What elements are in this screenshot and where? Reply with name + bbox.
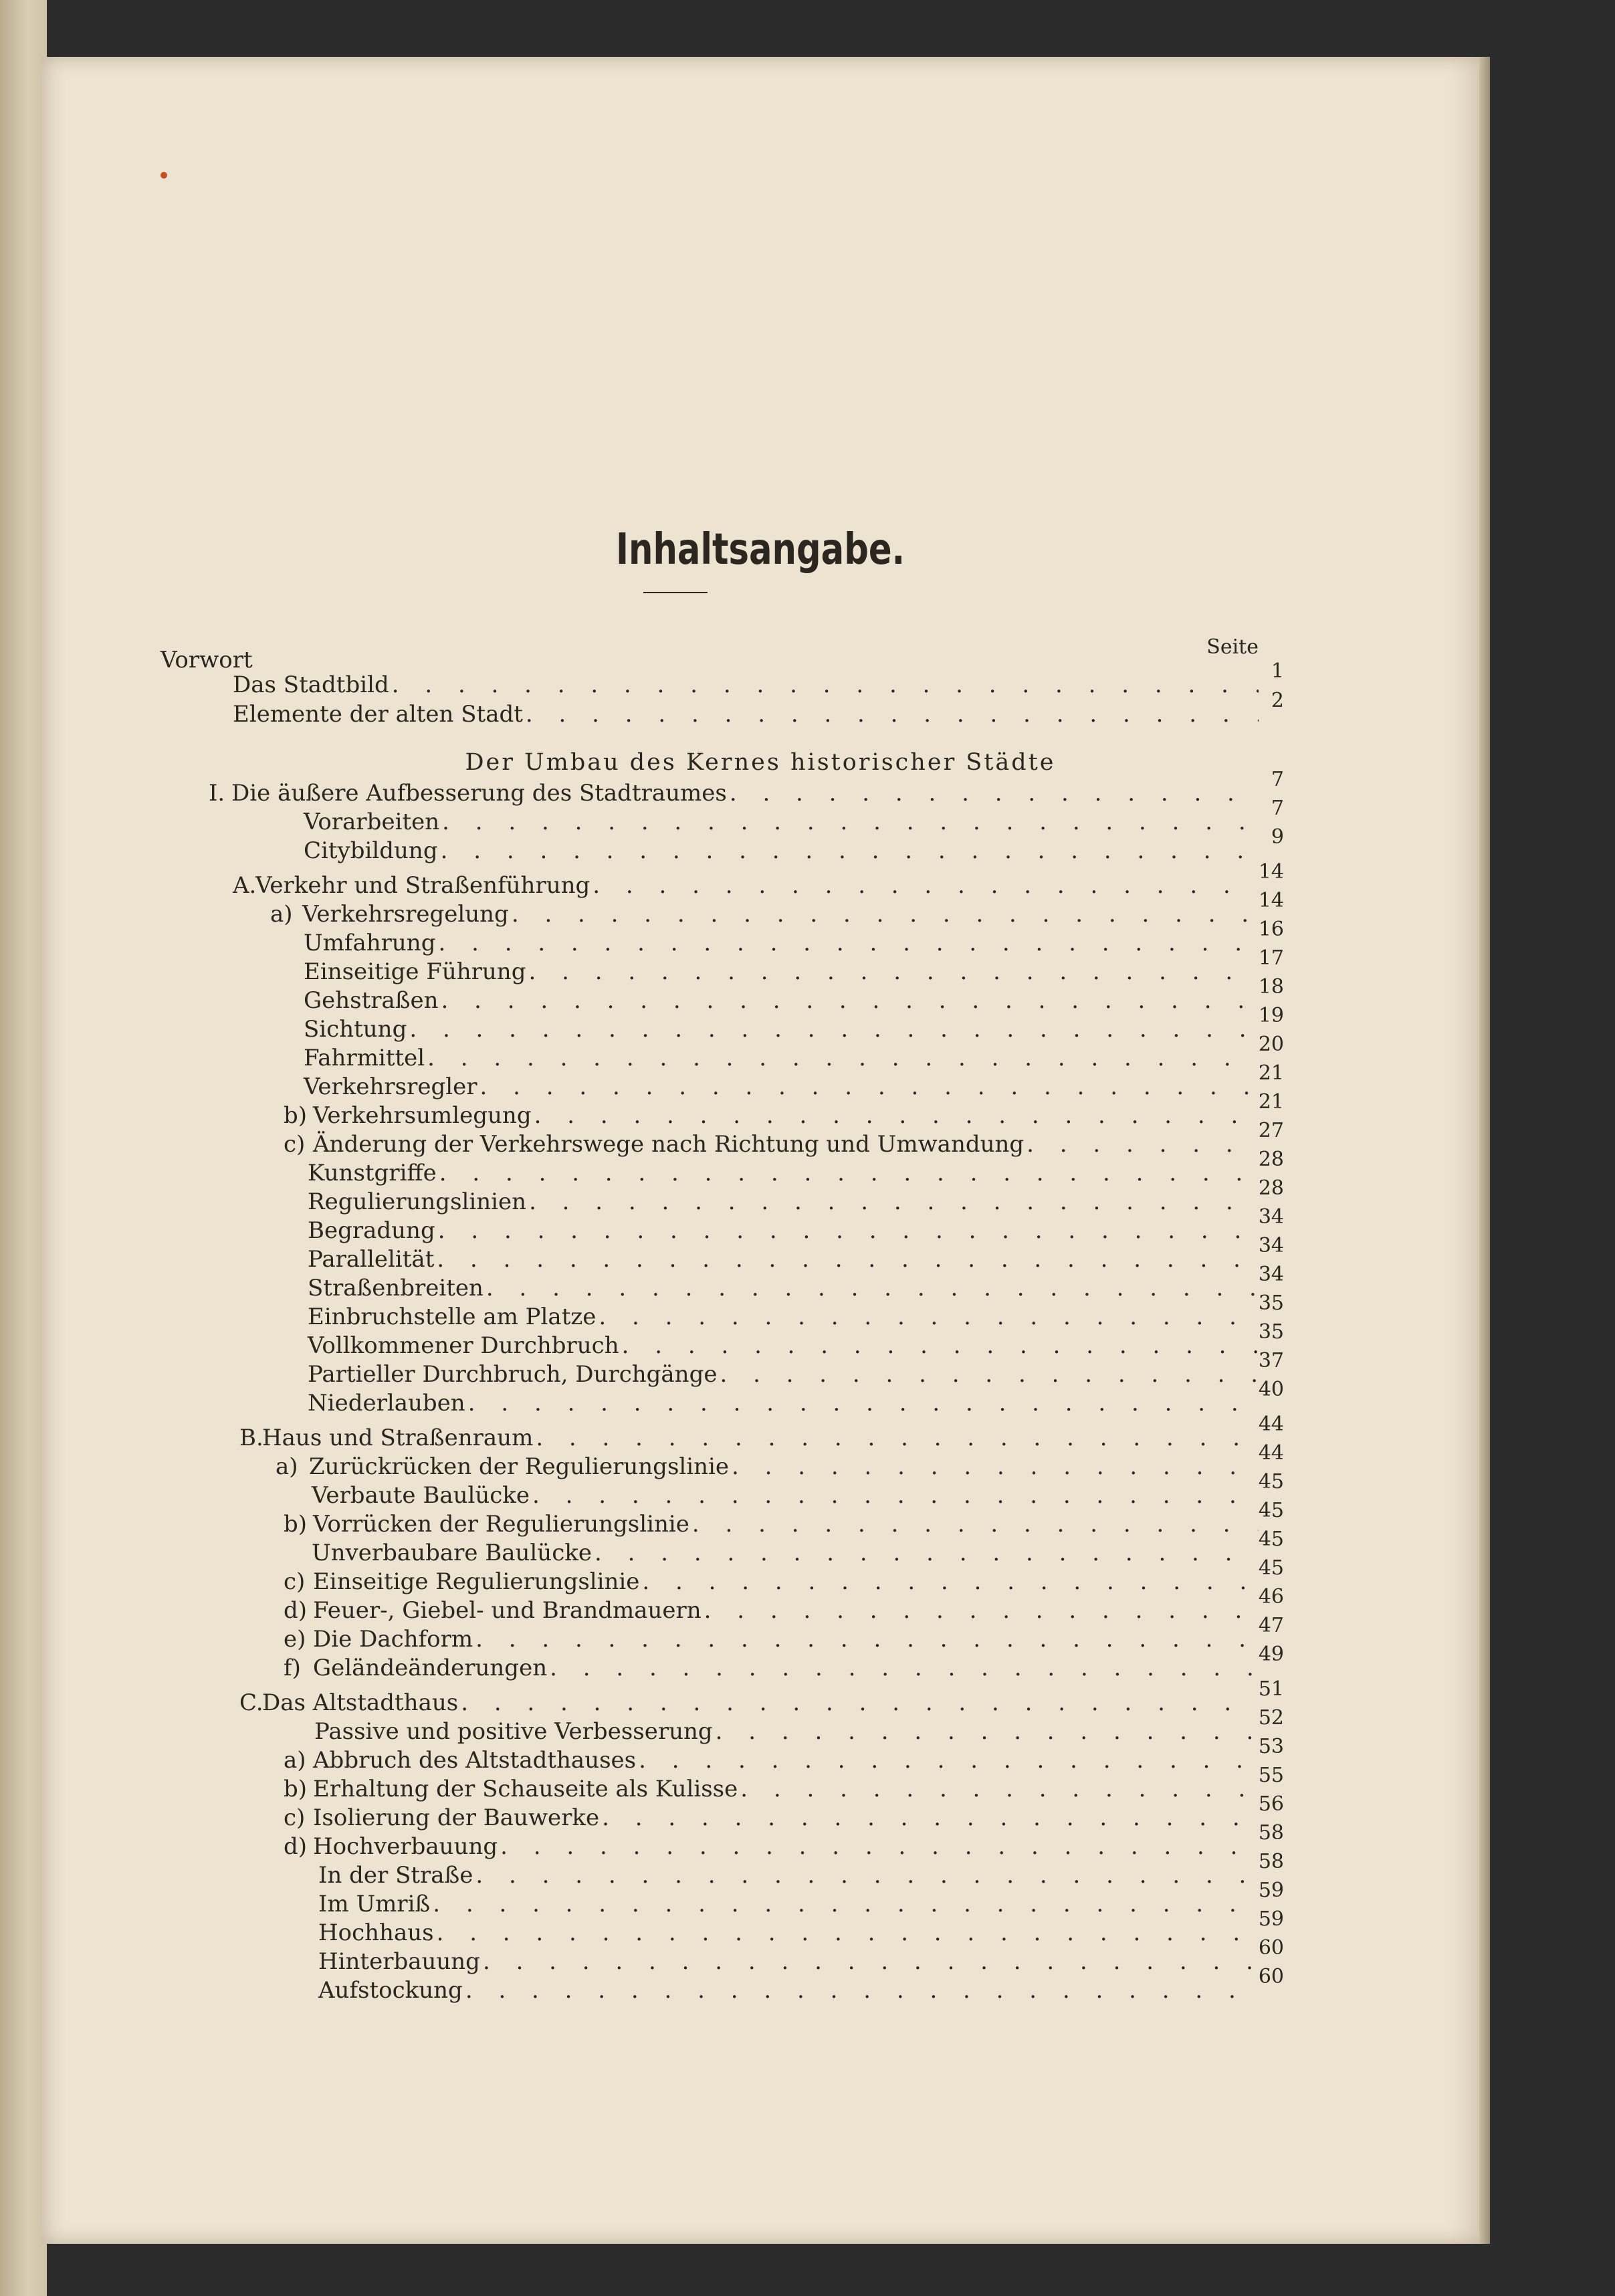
entry-label: Zurückrücken der Regulierungslinie — [309, 1453, 730, 1480]
leader-dots — [438, 839, 1259, 862]
entry-prefix: I. — [209, 780, 225, 807]
leader-dots — [596, 1306, 1259, 1328]
entry-page: 49 — [1258, 1643, 1284, 1666]
entry-label: Verkehrsumlegung — [313, 1102, 532, 1129]
entry-label: Erhaltung der Schauseite als Kulisse — [313, 1776, 738, 1802]
entry-page: 44 — [1258, 1413, 1284, 1436]
entry-prefix: a) — [276, 1453, 298, 1480]
toc-entry — [284, 1556, 1284, 1595]
toc-entry — [209, 768, 1284, 807]
leader-dots — [619, 1334, 1259, 1357]
entry-page: 59 — [1258, 1879, 1284, 1902]
leader-dots — [430, 1893, 1259, 1915]
entry-label: Elemente der alten Stadt — [233, 701, 523, 728]
entry-page: 45 — [1258, 1556, 1284, 1580]
leader-dots — [599, 1806, 1259, 1829]
entry-page: 34 — [1258, 1234, 1284, 1257]
entry-page: 58 — [1258, 1821, 1284, 1845]
toc-entry — [308, 1234, 1284, 1273]
entry-label: Gehstraßen — [304, 987, 439, 1014]
toc-entry — [284, 1585, 1284, 1624]
entry-label: Das Altstadthaus — [262, 1689, 459, 1716]
entry-page: 9 — [1271, 825, 1284, 849]
entry-prefix: a) — [270, 901, 293, 928]
leader-dots — [523, 703, 1259, 726]
entry-prefix: a) — [284, 1747, 306, 1774]
entry-prefix: C. — [239, 1689, 263, 1716]
entry-label: Einseitige Regulierungslinie — [313, 1568, 640, 1595]
entry-label: Passive und positive Verbesserung — [314, 1718, 713, 1745]
entry-label: Verkehrsregelung — [302, 901, 509, 928]
leader-dots — [434, 1921, 1259, 1944]
toc-entry — [308, 1205, 1284, 1244]
entry-page: 45 — [1258, 1528, 1284, 1551]
leader-dots — [702, 1599, 1259, 1622]
leader-dots — [713, 1720, 1259, 1743]
leader-dots — [439, 811, 1259, 833]
entry-page: 60 — [1258, 1965, 1284, 1988]
toc-entry — [308, 1263, 1284, 1301]
toc-entry — [284, 1643, 1284, 1681]
toc-entry — [233, 659, 1284, 698]
entry-label: Verkehrsregler — [304, 1073, 477, 1100]
leader-dots — [636, 1749, 1259, 1772]
entry-page: 44 — [1258, 1441, 1284, 1465]
entry-label: Das Stadtbild — [233, 671, 389, 698]
entry-page: 14 — [1258, 860, 1284, 883]
entry-prefix: c) — [284, 1804, 306, 1831]
leader-dots — [526, 960, 1259, 983]
leader-dots — [533, 1427, 1259, 1449]
entry-page: 27 — [1258, 1119, 1284, 1142]
vorwort-heading: Vorwort — [160, 647, 253, 673]
toc-entry — [308, 1349, 1284, 1388]
entry-page: 1 — [1271, 659, 1284, 683]
entry-page: 56 — [1258, 1792, 1284, 1816]
entry-label: Vorarbeiten — [304, 809, 440, 835]
toc-entry — [239, 1413, 1284, 1451]
leader-dots — [483, 1277, 1259, 1299]
entry-label: Die äußere Aufbesserung des Stadtraumes — [231, 780, 727, 807]
leader-dots — [639, 1570, 1259, 1593]
toc-entry — [308, 1291, 1284, 1330]
table-of-contents — [41, 57, 1479, 2244]
left-page-edge — [0, 0, 47, 2296]
section-title: Der Umbau des Kernes historischer Städte — [465, 749, 1056, 776]
entry-page: 20 — [1258, 1033, 1284, 1056]
toc-entry — [304, 1061, 1284, 1100]
entry-label: Fahrmittel — [304, 1045, 425, 1071]
toc-entry — [304, 918, 1284, 956]
toc-entry — [304, 1004, 1284, 1043]
toc-entry — [312, 1528, 1284, 1566]
page-title: Inhaltsangabe. — [615, 525, 905, 575]
entry-label: Hochhaus — [318, 1919, 434, 1946]
leader-dots — [689, 1513, 1259, 1536]
toc-entry — [284, 1090, 1284, 1129]
entry-page: 34 — [1258, 1205, 1284, 1229]
entry-prefix: b) — [284, 1102, 308, 1129]
entry-prefix: e) — [284, 1626, 306, 1653]
toc-entry — [308, 1320, 1284, 1359]
entry-page: 37 — [1258, 1349, 1284, 1372]
toc-entry — [284, 1821, 1284, 1860]
leader-dots — [389, 673, 1259, 696]
entry-page: 21 — [1258, 1090, 1284, 1114]
entry-page: 7 — [1271, 768, 1284, 791]
leader-dots — [425, 1047, 1259, 1069]
toc-entry — [314, 1706, 1284, 1745]
toc-entry — [318, 1936, 1284, 1975]
toc-entry — [318, 1907, 1284, 1946]
leader-dots — [717, 1363, 1259, 1386]
entry-label: In der Straße — [318, 1862, 473, 1889]
toc-entry — [304, 1033, 1284, 1071]
entry-page: 28 — [1258, 1176, 1284, 1200]
toc-entry — [239, 1677, 1284, 1716]
leader-dots — [439, 989, 1259, 1012]
entry-prefix: c) — [284, 1568, 306, 1595]
toc-entry — [308, 1378, 1284, 1417]
toc-entry — [304, 946, 1284, 985]
leader-dots — [590, 874, 1259, 897]
entry-page: 52 — [1258, 1706, 1284, 1730]
entry-label: Niederlauben — [308, 1390, 465, 1417]
entry-label: Unverbaubare Baulücke — [312, 1540, 592, 1566]
entry-label: Aufstockung — [318, 1977, 463, 2004]
entry-label: Straßenbreiten — [308, 1275, 483, 1301]
page — [41, 57, 1483, 2244]
entry-prefix: d) — [284, 1833, 308, 1860]
toc-entry — [270, 889, 1284, 928]
toc-entry — [308, 1148, 1284, 1186]
entry-label: Feuer-, Giebel- und Brandmauern — [313, 1597, 702, 1624]
entry-page: 45 — [1258, 1499, 1284, 1522]
toc-entry — [284, 1764, 1284, 1802]
leader-dots — [509, 903, 1259, 926]
entry-page: 53 — [1258, 1735, 1284, 1758]
page-edge-shadow — [1479, 57, 1490, 2244]
toc-entry — [312, 1470, 1284, 1509]
toc-entry — [233, 860, 1284, 899]
entry-page: 55 — [1258, 1764, 1284, 1787]
toc-entry — [318, 1879, 1284, 1917]
entry-label: Vollkommener Durchbruch — [308, 1332, 619, 1359]
entry-page: 47 — [1258, 1614, 1284, 1637]
entry-page: 46 — [1258, 1585, 1284, 1608]
entry-label: Geländeänderungen — [313, 1655, 548, 1681]
entry-label: Begradung — [308, 1217, 435, 1244]
entry-page: 60 — [1258, 1936, 1284, 1960]
entry-page: 14 — [1258, 889, 1284, 912]
entry-label: Hochverbauung — [313, 1833, 498, 1860]
entry-page: 19 — [1258, 1004, 1284, 1027]
leader-dots — [437, 1162, 1259, 1184]
entry-label: Einbruchstelle am Platze — [308, 1303, 597, 1330]
entry-label: Partieller Durchbruch, Durchgänge — [308, 1361, 718, 1388]
entry-prefix: d) — [284, 1597, 308, 1624]
entry-label: Umfahrung — [304, 930, 436, 956]
entry-label: Vorrücken der Regulierungslinie — [313, 1511, 689, 1538]
leader-dots — [547, 1657, 1259, 1679]
leader-dots — [473, 1628, 1259, 1651]
toc-entry — [304, 797, 1284, 835]
entry-prefix: f) — [284, 1655, 301, 1681]
leader-dots — [727, 782, 1259, 805]
entry-prefix: b) — [284, 1776, 308, 1802]
entry-page: 18 — [1258, 975, 1284, 999]
leader-dots — [729, 1455, 1259, 1478]
entry-label: Verkehr und Straßenführung — [255, 872, 590, 899]
leader-dots — [530, 1484, 1259, 1507]
leader-dots — [526, 1190, 1259, 1213]
toc-entry — [304, 975, 1284, 1014]
entry-page: 59 — [1258, 1907, 1284, 1931]
toc-entry — [233, 689, 1284, 728]
entry-page: 7 — [1271, 797, 1284, 820]
entry-label: Abbruch des Altstadthauses — [313, 1747, 637, 1774]
leader-dots — [592, 1542, 1259, 1564]
entry-page: 45 — [1258, 1470, 1284, 1493]
entry-label: Citybildung — [304, 837, 438, 864]
entry-page: 17 — [1258, 946, 1284, 970]
toc-entry — [284, 1735, 1284, 1774]
entry-label: Hinterbauung — [318, 1948, 480, 1975]
entry-page: 51 — [1258, 1677, 1284, 1701]
leader-dots — [435, 1219, 1259, 1242]
entry-label: Kunstgriffe — [308, 1160, 437, 1186]
leader-dots — [532, 1104, 1259, 1127]
title-rule — [643, 592, 708, 593]
toc-entry — [318, 1850, 1284, 1889]
entry-prefix: A. — [233, 872, 257, 899]
toc-entry — [308, 1176, 1284, 1215]
entry-page: 35 — [1258, 1291, 1284, 1315]
entry-label: Änderung der Verkehrswege nach Richtung und Umwandung — [313, 1131, 1025, 1158]
leader-dots — [480, 1950, 1259, 1973]
leader-dots — [463, 1979, 1259, 2002]
entry-page: 34 — [1258, 1263, 1284, 1286]
entry-label: Im Umriß — [318, 1891, 431, 1917]
leader-dots — [407, 1018, 1259, 1041]
page-column-label: Seite — [1206, 635, 1259, 659]
toc-entry — [284, 1119, 1284, 1158]
leader-dots — [435, 932, 1259, 954]
entry-prefix: b) — [284, 1511, 308, 1538]
leader-dots — [738, 1778, 1259, 1800]
leader-dots — [1024, 1133, 1259, 1156]
entry-label: Parallelität — [308, 1246, 435, 1273]
entry-label: Sichtung — [304, 1016, 407, 1043]
entry-page: 21 — [1258, 1061, 1284, 1085]
toc-entry — [284, 1792, 1284, 1831]
leader-dots — [434, 1248, 1259, 1271]
toc-entry — [284, 1614, 1284, 1653]
entry-label: Einseitige Führung — [304, 958, 526, 985]
entry-page: 28 — [1258, 1148, 1284, 1171]
entry-label: Verbaute Baulücke — [312, 1482, 530, 1509]
toc-entry — [318, 1965, 1284, 2004]
entry-label: Die Dachform — [313, 1626, 473, 1653]
leader-dots — [473, 1864, 1259, 1887]
leader-dots — [477, 1075, 1259, 1098]
entry-label: Haus und Straßenraum — [262, 1425, 534, 1451]
entry-page: 40 — [1258, 1378, 1284, 1401]
leader-dots — [458, 1691, 1259, 1714]
entry-prefix: c) — [284, 1131, 306, 1158]
entry-page: 2 — [1271, 689, 1284, 712]
entry-prefix: B. — [239, 1425, 263, 1451]
entry-label: Isolierung der Bauwerke — [313, 1804, 600, 1831]
entry-page: 58 — [1258, 1850, 1284, 1873]
entry-label: Regulierungslinien — [308, 1188, 527, 1215]
toc-entry — [284, 1499, 1284, 1538]
entry-page: 35 — [1258, 1320, 1284, 1344]
toc-entry — [276, 1441, 1284, 1480]
leader-dots — [498, 1835, 1259, 1858]
toc-entry — [304, 825, 1284, 864]
leader-dots — [465, 1392, 1259, 1415]
entry-page: 16 — [1258, 918, 1284, 941]
